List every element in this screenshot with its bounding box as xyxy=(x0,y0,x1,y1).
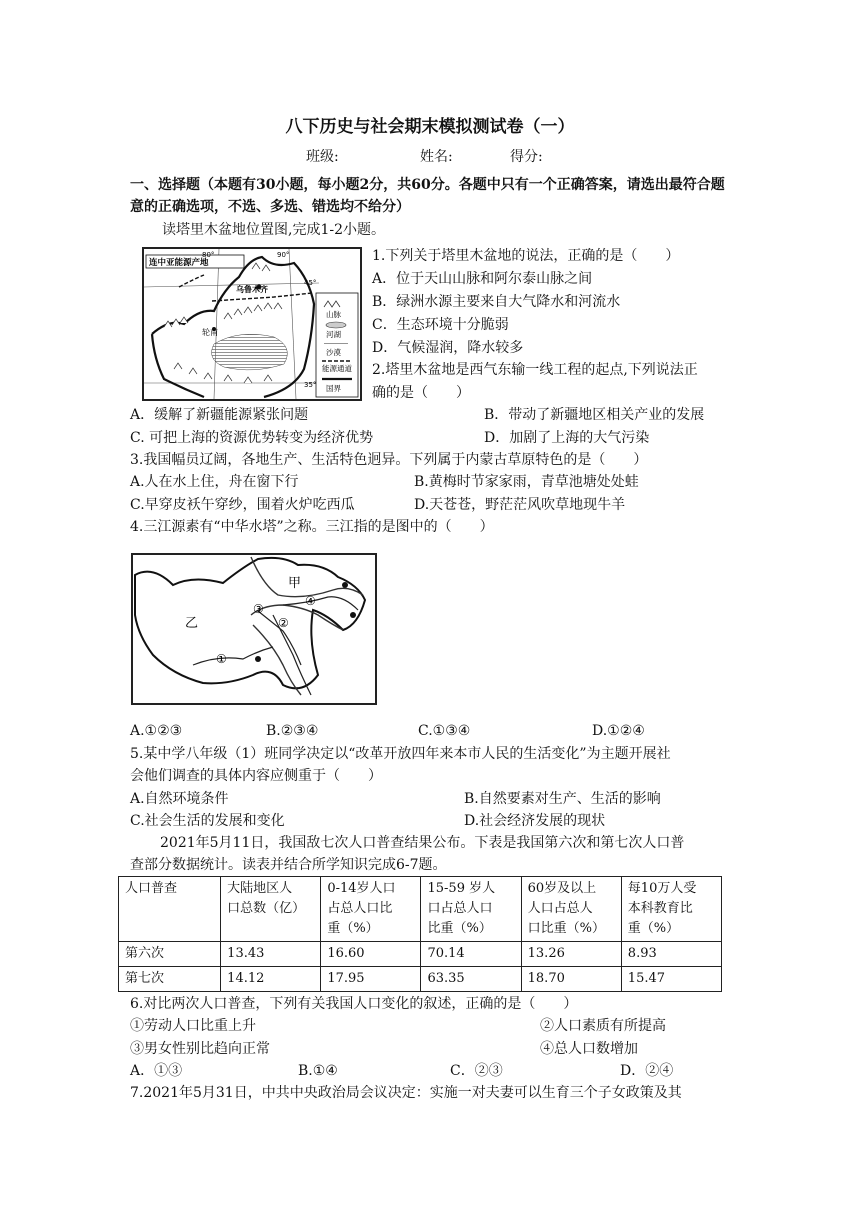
table-header-60plus: 60岁及以上 人口占总人 口比重（%） xyxy=(521,877,621,942)
meridian-90 xyxy=(289,249,296,399)
meridian-80 xyxy=(214,249,219,399)
map-label-central-asia: 连中亚能源产地 xyxy=(149,258,209,268)
legend-river-lake: 河湖 xyxy=(326,330,341,339)
river-4 xyxy=(283,597,358,610)
table-cell: 70.14 xyxy=(421,942,521,967)
map-label-lunnan: 轮南 xyxy=(202,328,218,337)
map-label-circle-1: ① xyxy=(216,652,227,666)
taklimakan-desert xyxy=(212,334,288,370)
table-header-education: 每10万人受 本科教育比 重（%） xyxy=(621,877,721,942)
province-boundaries xyxy=(251,557,363,695)
q1-stem: 1.下列关于塔里木盆地的说法，正确的是（ ） xyxy=(372,248,680,264)
map-label-urumqi: 乌鲁木齐 xyxy=(236,285,268,294)
q5-stem-line1: 5.某中学八年级（1）班同学决定以“改革开放四年来本市人民的生活变化”为主题开展社 xyxy=(130,746,671,762)
map-label-circle-2: ② xyxy=(278,616,289,630)
table-header-15-59: 15-59 岁人 口占总人口 比重（%） xyxy=(421,877,521,942)
table-row xyxy=(119,942,722,967)
q1-option-a: A．位于天山山脉和阿尔泰山脉之间 xyxy=(372,271,593,287)
table-cell: 63.35 xyxy=(421,967,521,992)
q6-option-a: A．①③ xyxy=(130,1063,183,1079)
city-dot-3 xyxy=(350,612,356,618)
legend-mountain: 山脉 xyxy=(326,310,341,319)
table-cell: 17.95 xyxy=(321,967,421,992)
table-cell: 14.12 xyxy=(221,967,321,992)
q4-option-a: A.①②③ xyxy=(130,723,183,739)
table-cell: 16.60 xyxy=(321,942,421,967)
national-border xyxy=(152,257,317,397)
map-label-circle-4: ④ xyxy=(305,594,316,608)
name-field-label: 姓名: xyxy=(420,149,453,165)
map-label-90: 90° xyxy=(277,251,290,259)
q1-option-d: D．气候湿润，降水较多 xyxy=(372,340,524,356)
tarim-map-graphic xyxy=(144,249,360,399)
q4-option-d: D.①②④ xyxy=(592,723,645,739)
q2-option-c: C. 可把上海的资源优势转变为经济优势 xyxy=(130,430,374,446)
q6-option-c: C．②③ xyxy=(450,1063,503,1079)
map-label-35: 35° xyxy=(304,381,317,389)
q6-option-b: B.①④ xyxy=(298,1063,338,1079)
q5-option-a: A.自然环境条件 xyxy=(130,791,229,807)
q1-option-c: C．生态环境十分脆弱 xyxy=(372,317,509,333)
q6-statement-1: ①劳动人口比重上升 xyxy=(130,1018,256,1034)
table-header-total: 大陆地区人 口总数（亿） xyxy=(221,877,321,942)
map-label-80: 80° xyxy=(202,251,215,259)
q2-option-a: A．缓解了新疆能源紧张问题 xyxy=(130,407,309,423)
q2-stem-line1: 2.塔里木盆地是西气东输一线工程的起点,下列说法正 xyxy=(372,362,698,378)
q5-option-c: C.社会生活的发展和变化 xyxy=(130,813,285,829)
table-cell: 18.70 xyxy=(521,967,621,992)
table-cell: 15.47 xyxy=(621,967,721,992)
q3-option-b: B.黄梅时节家家雨，青草池塘处处蛙 xyxy=(414,474,639,490)
q6-statement-3: ③男女性别比趋向正常 xyxy=(130,1041,270,1057)
map-label-yi: 乙 xyxy=(185,616,199,631)
q5-option-b: B.自然要素对生产、生活的影响 xyxy=(464,791,661,807)
three-rivers-map-graphic xyxy=(133,555,375,703)
map-label-circle-3: ③ xyxy=(253,602,264,616)
table-header-census: 人口普查 xyxy=(119,877,221,942)
q5-option-d: D.社会经济发展的现状 xyxy=(464,813,606,829)
legend-energy-channel: 能源通道 xyxy=(322,364,352,373)
river-1 xyxy=(193,647,273,665)
class-field-label: 班级: xyxy=(306,149,339,165)
q1-option-b: B．绿洲水源主要来自大气降水和河流水 xyxy=(372,294,621,310)
page-title: 八下历史与社会期末模拟测试卷（一） xyxy=(285,117,575,137)
q2-option-d: D．加剧了上海的大气污染 xyxy=(484,430,650,446)
q2-stem-line2: 确的是（ ） xyxy=(372,385,470,401)
city-dot-1 xyxy=(342,582,348,588)
table-cell: 13.43 xyxy=(221,942,321,967)
q6-statement-2: ②人口素质有所提高 xyxy=(540,1018,666,1034)
q6-stem: 6.对比两次人口普查，下列有关我国人口变化的叙述，正确的是（ ） xyxy=(130,996,578,1012)
table-cell: 13.26 xyxy=(521,942,621,967)
census-table xyxy=(118,876,722,992)
table-row xyxy=(119,967,722,992)
table-cell: 8.93 xyxy=(621,942,721,967)
intro-q1-2: 读塔里木盆地位置图,完成1-2小题。 xyxy=(162,222,385,238)
q7-stem: 7.2021年5月31日，中共中央政治局会议决定：实施一对夫妻可以生育三个子女政策及其 xyxy=(130,1085,682,1101)
table-cell: 第六次 xyxy=(119,942,221,967)
q5-stem-line2: 会他们调查的具体内容应侧重于（ ） xyxy=(130,768,382,784)
map-label-jia: 甲 xyxy=(288,576,302,591)
q3-option-a: A.人在水上住，舟在窗下行 xyxy=(130,474,299,490)
q3-option-d: D.天苍苍，野茫茫风吹草地现牛羊 xyxy=(414,497,626,513)
q4-option-b: B.②③④ xyxy=(266,723,319,739)
table-header-0-14: 0-14岁人口 占总人口比 重（%） xyxy=(321,877,421,942)
intro-q6-7-line2: 查部分数据统计。读表并结合所学知识完成6-7题。 xyxy=(130,857,447,873)
q3-stem: 3.我国幅员辽阔，各地生产、生活特色迥异。下列属于内蒙古草原特色的是（ ） xyxy=(130,452,648,468)
q6-option-d: D．②④ xyxy=(620,1063,674,1079)
q6-statement-4: ④总人口数增加 xyxy=(540,1041,638,1057)
q2-option-b: B．带动了新疆地区相关产业的发展 xyxy=(484,407,705,423)
table-cell: 第七次 xyxy=(119,967,221,992)
score-field-label: 得分: xyxy=(510,149,543,165)
intro-q6-7-line1: 2021年5月11日，我国敌七次人口普查结果公布。下表是我国第六次和第七次人口普 xyxy=(160,835,685,851)
q4-stem: 4.三江源素有“中华水塔”之称。三江指的是图中的（ ） xyxy=(130,519,494,535)
legend-border: 国界 xyxy=(326,384,341,393)
three-rivers-map xyxy=(131,553,377,705)
map-label-45: 45° xyxy=(304,279,317,287)
section-heading: 一、选择题（本题有30小题，每小题2分，共60分。各题中只有一个正确答案，请选出最符合题意的正确选项，不选、多选、错选均不给分） xyxy=(130,177,725,215)
q3-option-c: C.早穿皮袄午穿纱，围着火炉吃西瓜 xyxy=(130,497,355,513)
legend-desert: 沙漠 xyxy=(326,348,341,357)
census-table-header-row xyxy=(119,877,722,942)
tarim-basin-map xyxy=(142,247,362,401)
q4-option-c: C.①③④ xyxy=(418,723,471,739)
city-dot-2 xyxy=(255,656,261,662)
